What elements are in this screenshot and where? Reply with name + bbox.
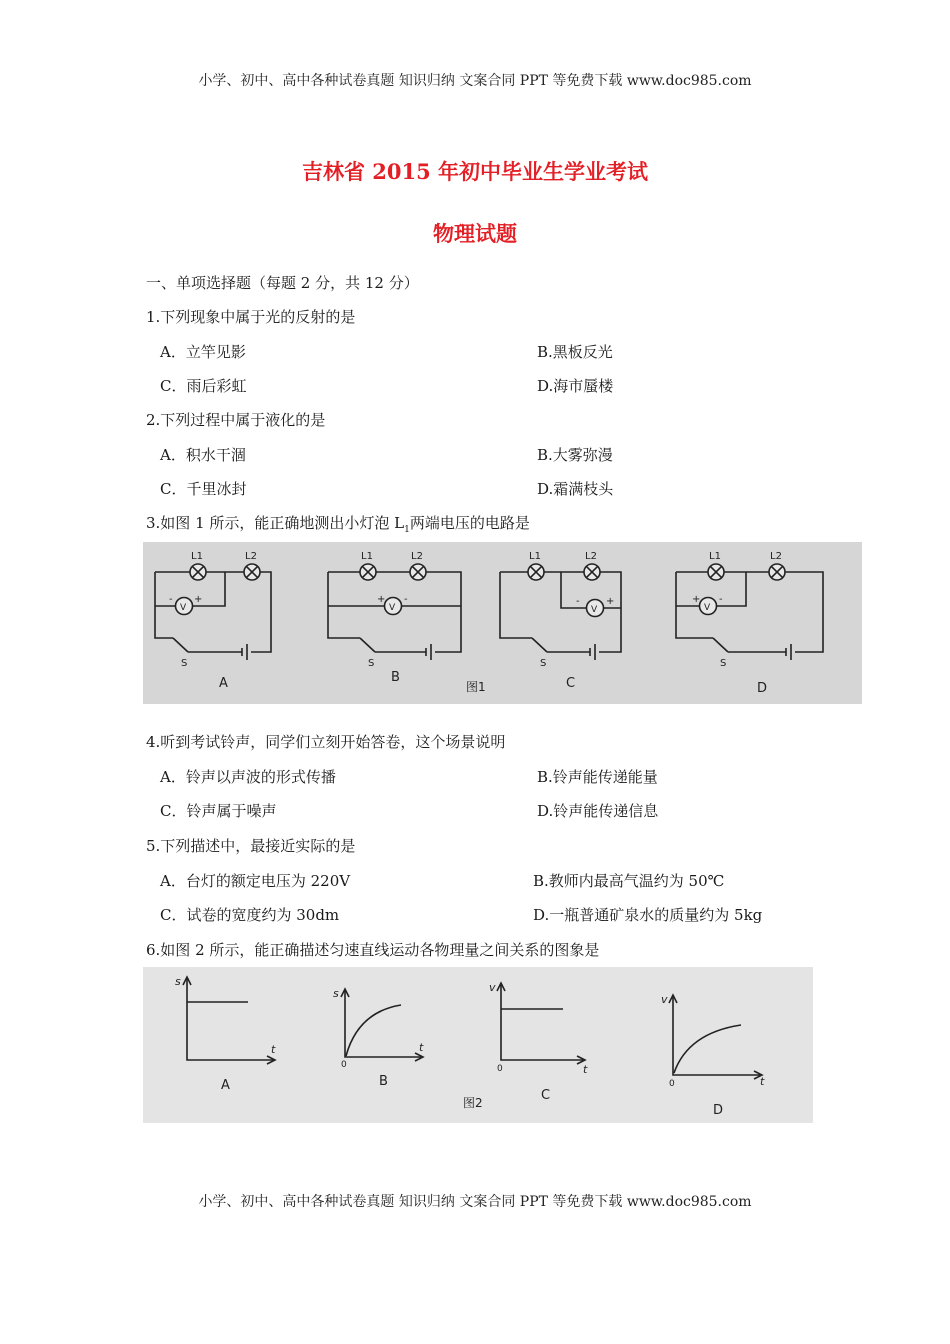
graph-b-curve <box>346 1005 401 1056</box>
graph-c-x-label: t <box>583 1063 588 1076</box>
graph-b-y-label: s <box>333 987 339 1000</box>
q3-stem-post: 两端电压的电路是 <box>409 514 530 532</box>
graph-b-origin: 0 <box>341 1060 347 1070</box>
q5-option-b: B.教师内最高气温约为 50℃ <box>533 872 725 890</box>
circuit-a-l2-label: L2 <box>245 551 257 562</box>
q4-option-b: B.铃声能传递能量 <box>537 768 658 786</box>
q6-stem: 6.如图 2 所示，能正确描述匀速直线运动各物理量之间关系的图象是 <box>146 941 600 959</box>
circuit-b-plus: + <box>377 594 386 605</box>
q5-option-d: D.一瓶普通矿泉水的质量约为 5kg <box>533 906 763 924</box>
figure-2-caption: 图2 <box>463 1096 483 1110</box>
q1-option-a: A．立竿见影 <box>160 343 246 361</box>
graph-a <box>183 977 275 1064</box>
q5-stem: 5.下列描述中，最接近实际的是 <box>146 837 356 855</box>
graph-d-label: D <box>713 1103 724 1118</box>
q4-stem: 4.听到考试铃声，同学们立刻开始答卷，这个场景说明 <box>146 733 506 751</box>
q1-stem: 1.下列现象中属于光的反射的是 <box>146 308 356 326</box>
circuit-b-label: B <box>391 670 400 685</box>
circuit-b-l2-label: L2 <box>411 551 423 562</box>
circuit-c-minus: - <box>576 596 580 607</box>
circuit-a-plus: + <box>194 594 203 605</box>
circuit-a-s-label: S <box>181 658 188 669</box>
q2-option-a: A．积水干涸 <box>160 446 246 464</box>
circuit-c-label: C <box>566 676 576 691</box>
exam-title: 吉林省 2015 年初中毕业生学业考试 <box>301 159 649 184</box>
q5-option-c: C．试卷的宽度约为 30dm <box>160 906 340 924</box>
graph-c-y-label: v <box>489 981 496 994</box>
graph-a-x-label: t <box>271 1043 276 1056</box>
circuit-d-plus: + <box>692 594 701 605</box>
q4-option-a: A．铃声以声波的形式传播 <box>160 768 336 786</box>
circuit-b-l1-label: L1 <box>361 551 373 562</box>
page-footer: 小学、初中、高中各种试卷真题 知识归纳 文案合同 PPT 等免费下载 www.doc985.com <box>198 1194 752 1210</box>
circuit-d <box>676 564 823 660</box>
circuit-d-minus: - <box>719 594 723 605</box>
q1-option-c: C．雨后彩虹 <box>160 377 247 395</box>
circuit-c-l2-label: L2 <box>585 551 597 562</box>
graph-d-y-label: v <box>661 993 668 1006</box>
graph-d-curve <box>674 1025 741 1073</box>
exam-subtitle: 物理试题 <box>433 221 517 246</box>
circuit-a <box>155 564 271 660</box>
page-header: 小学、初中、高中各种试卷真题 知识归纳 文案合同 PPT 等免费下载 www.doc985.com <box>198 73 752 89</box>
circuit-d-v-label: V <box>704 603 711 613</box>
circuit-b-s-label: S <box>368 658 375 669</box>
circuit-d-label: D <box>757 681 768 696</box>
figure-2-graphs <box>143 967 813 1123</box>
graph-b-label: B <box>379 1074 388 1089</box>
graph-a-y-label: s <box>175 975 181 988</box>
circuit-b-v-label: V <box>389 603 396 613</box>
q1-option-d: D.海市蜃楼 <box>537 377 614 395</box>
graph-c <box>497 983 585 1064</box>
circuit-a-label: A <box>219 676 228 691</box>
circuit-c-v-label: V <box>591 605 598 615</box>
q5-option-a: A．台灯的额定电压为 220V <box>160 872 351 890</box>
circuit-d-l2-label: L2 <box>770 551 782 562</box>
circuit-d-l1-label: L1 <box>709 551 721 562</box>
q4-option-c: C．铃声属于噪声 <box>160 802 277 820</box>
circuit-c-plus: + <box>606 596 615 607</box>
circuit-a-l1-label: L1 <box>191 551 203 562</box>
graph-d <box>669 995 762 1079</box>
q3-stem <box>146 512 530 535</box>
figure-1-circuits <box>143 542 862 704</box>
section-heading: 一、单项选择题（每题 2 分，共 12 分） <box>146 274 419 292</box>
circuit-b-minus: - <box>404 594 408 605</box>
graph-d-origin: 0 <box>669 1079 675 1089</box>
circuit-a-v-label: V <box>180 603 187 613</box>
graph-c-origin: 0 <box>497 1064 503 1074</box>
circuit-c-s-label: S <box>540 658 547 669</box>
q2-option-d: D.霜满枝头 <box>537 480 614 498</box>
q2-option-b: B.大雾弥漫 <box>537 446 613 464</box>
circuit-d-s-label: S <box>720 658 727 669</box>
graph-d-x-label: t <box>760 1075 765 1088</box>
q3-stem-pre: 3.如图 1 所示，能正确地测出小灯泡 L <box>146 514 405 532</box>
circuit-c-l1-label: L1 <box>529 551 541 562</box>
graph-b <box>341 989 423 1061</box>
q3-stem-sub: 1 <box>404 525 410 535</box>
q1-option-b: B.黑板反光 <box>537 343 613 361</box>
figure-1-caption: 图1 <box>466 680 486 694</box>
graph-c-label: C <box>541 1088 551 1103</box>
q4-option-d: D.铃声能传递信息 <box>537 802 659 820</box>
circuit-c <box>500 564 621 660</box>
q2-stem: 2.下列过程中属于液化的是 <box>146 411 326 429</box>
circuit-a-minus: - <box>169 594 173 605</box>
graph-b-x-label: t <box>419 1041 424 1054</box>
q2-option-c: C．千里冰封 <box>160 480 247 498</box>
graph-a-label: A <box>221 1078 230 1093</box>
